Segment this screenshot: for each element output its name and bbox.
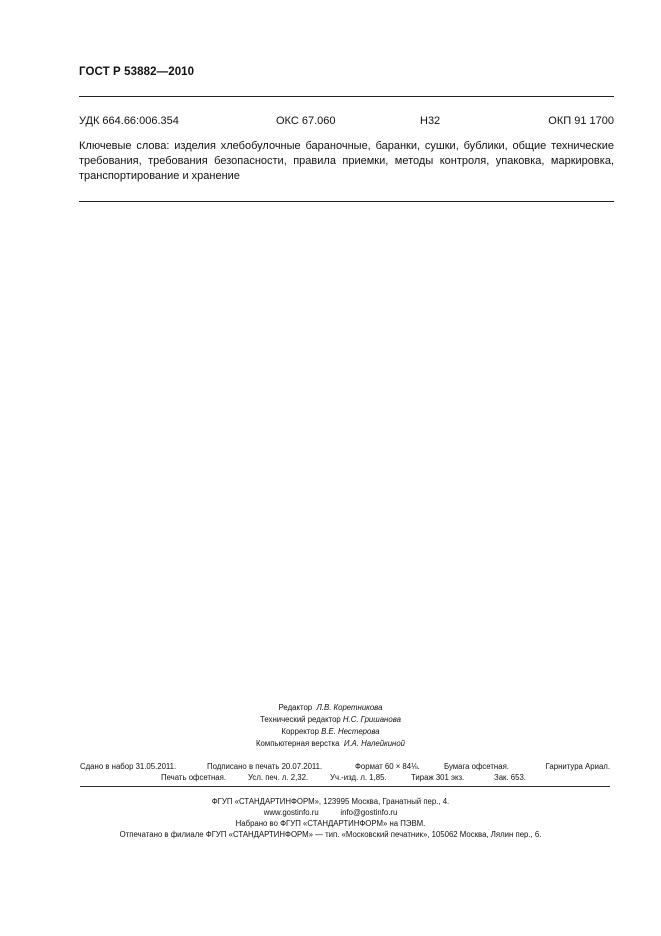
tech-editor-line (0, 715, 661, 724)
tech-editor-name: Н.С. Гришанова (342, 715, 401, 724)
corrector-name: В.Е. Нестерова (321, 727, 380, 736)
corrector-line (0, 727, 661, 736)
oks-code: ОКС 67.060 (276, 115, 336, 127)
order-number: Зак. 653. (494, 773, 526, 782)
printed-sheets: Усл. печ. л. 2,32. (248, 773, 309, 782)
corrector-label: Корректор (281, 727, 319, 736)
format: Формат 60 × 84⅛. (355, 762, 420, 771)
paper: Бумага офсетная. (444, 762, 509, 771)
group-code: Н32 (420, 115, 441, 127)
publisher-website: www.gostinfo.ru (263, 808, 319, 817)
document-code: ГОСТ Р 53882—2010 (79, 66, 195, 78)
keywords-paragraph: Ключевые слова: изделия хлебобулочные бараночные, баранки, сушки, бублики, общие технические требования, требования безопасности, правила приемки, методы контроля, упаковка, маркировка, транспортирование и хранение (79, 140, 614, 182)
signed-date: Подписано в печать 20.07.2011. (207, 762, 323, 771)
layout-label: Компьютерная верстка (255, 739, 340, 748)
okp-code: ОКП 91 1700 (548, 115, 614, 127)
publisher-address: ФГУП «СТАНДАРТИНФОРМ», 123995 Москва, Гранатный пер., 4. (211, 797, 450, 806)
layout-line (0, 739, 661, 748)
bottom-divider (79, 201, 614, 202)
font-face: Гарнитура Ариал. (545, 762, 610, 771)
editor-label: Редактор (278, 703, 313, 712)
publisher-sheets: Уч.-изд. л. 1,85. (330, 773, 387, 782)
print-run: Тираж 301 экз. (411, 773, 465, 782)
print-type: Печать офсетная. (161, 773, 227, 782)
set-date: Сдано в набор 31.05.2011. (80, 762, 177, 771)
tech-editor-label: Технический редактор (260, 715, 341, 724)
publisher-email: info@gostinfo.ru (340, 808, 398, 817)
classification-row (79, 115, 614, 129)
publisher-contacts (0, 808, 661, 817)
typeset-line: Набрано во ФГУП «СТАНДАРТИНФОРМ» на ПЭВМ. (235, 819, 426, 828)
publisher-divider (80, 786, 610, 787)
top-divider (79, 96, 614, 97)
printed-at-line: Отпечатано в филиале ФГУП «СТАНДАРТИНФОРМ» — тип. «Московский печатник», 105062 Москва, Лялин пер., 6. (119, 830, 542, 839)
editor-name: Л.В. Коретникова (316, 703, 383, 712)
udk-code: УДК 664.66:006.354 (79, 115, 179, 127)
editor-line (0, 703, 661, 712)
layout-name: И.А. Налейкиной (343, 739, 406, 748)
